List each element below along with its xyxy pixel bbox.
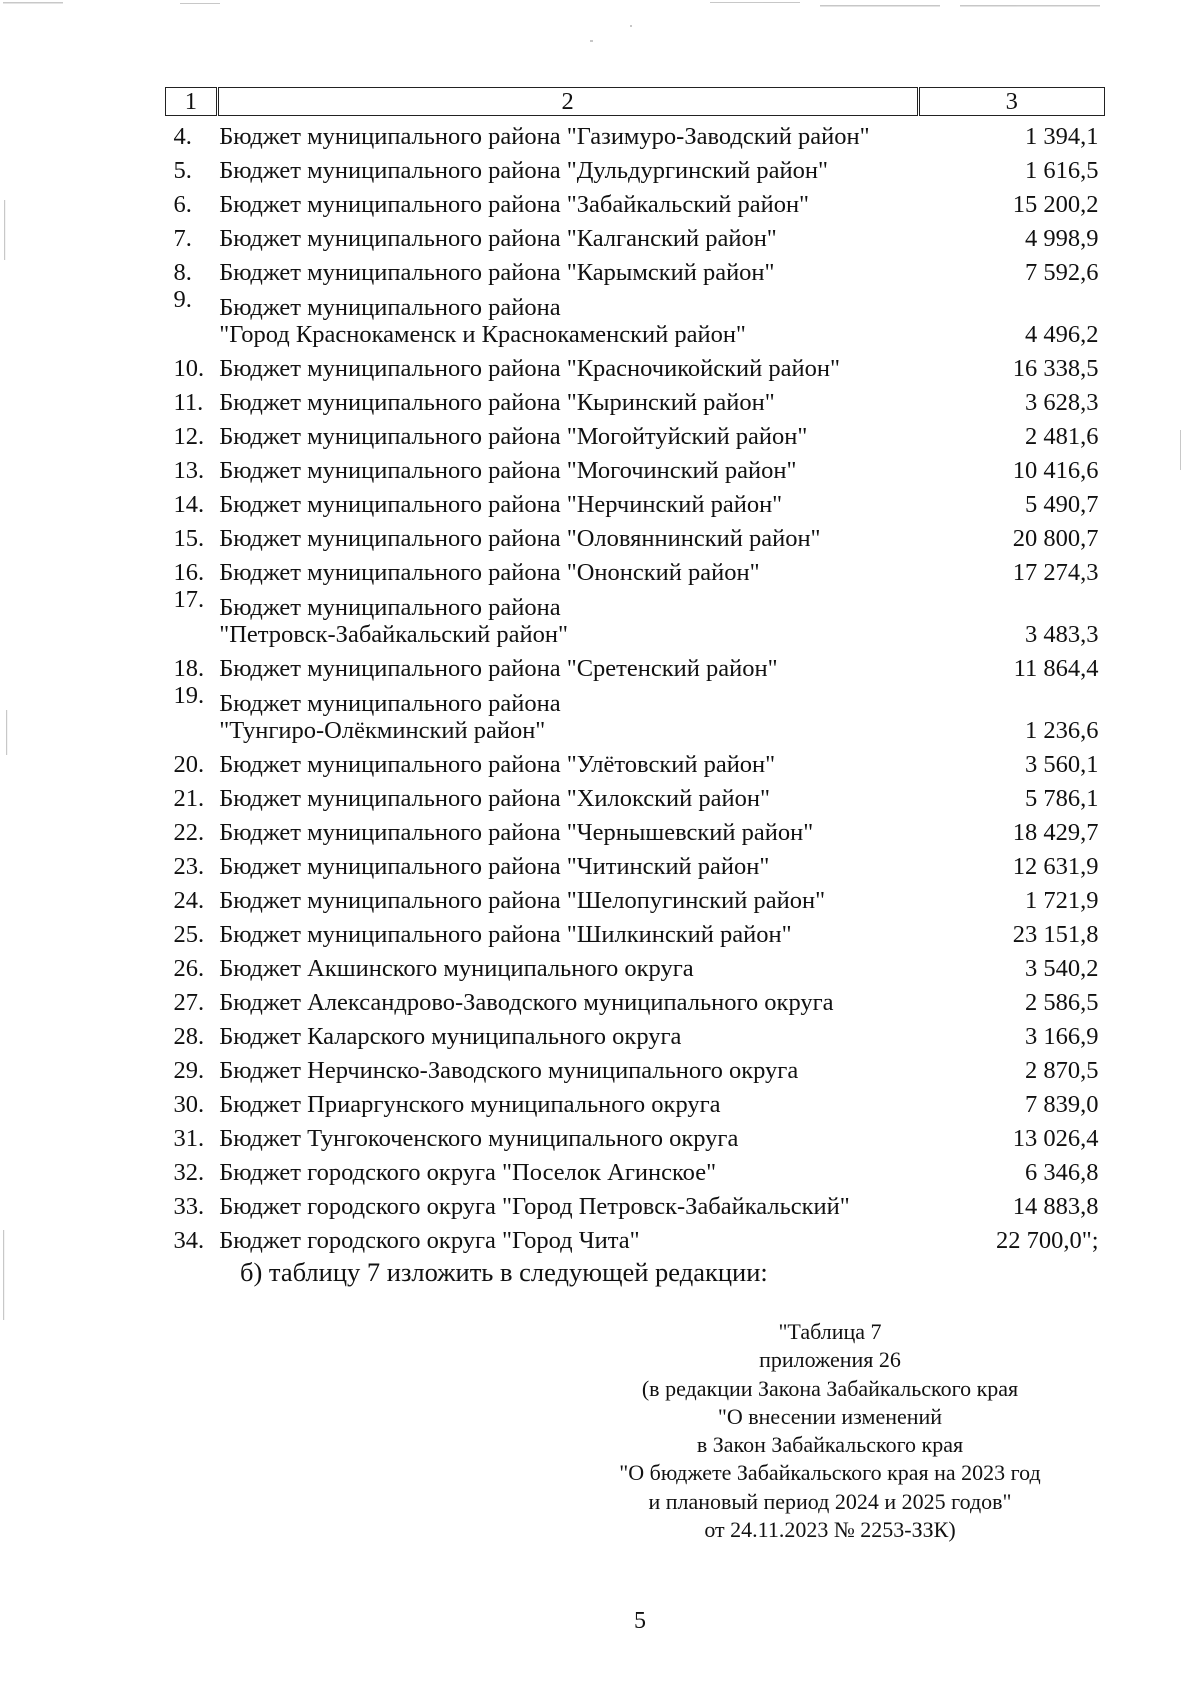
row-number: 24. bbox=[173, 887, 205, 914]
budget-name-line: Бюджет муниципального района "Калганский район" bbox=[219, 225, 777, 252]
table-row bbox=[166, 286, 1105, 348]
row-number: 18. bbox=[173, 655, 205, 682]
budget-name-line: Бюджет муниципального района bbox=[219, 594, 561, 621]
table-header-row bbox=[166, 88, 1105, 116]
budget-name-line: Бюджет Александрово-Заводского муниципального округа bbox=[219, 989, 834, 1016]
budget-amount: 14 883,8 bbox=[1012, 1193, 1099, 1220]
table-row bbox=[166, 450, 1105, 484]
header-col-3: 3 bbox=[918, 88, 1104, 116]
caption-line: в Закон Забайкальского края bbox=[696, 1432, 964, 1458]
budget-name-line: Бюджет муниципального района "Хилокский район" bbox=[219, 785, 771, 812]
budget-name-line: Бюджет муниципального района "Забайкальский район" bbox=[219, 191, 810, 218]
table-row bbox=[166, 880, 1105, 914]
budget-name bbox=[217, 812, 918, 846]
budget-name bbox=[217, 518, 918, 552]
budget-amount: 10 416,6 bbox=[1012, 457, 1099, 484]
row-number: 5. bbox=[173, 157, 192, 184]
row-number: 31. bbox=[173, 1125, 205, 1152]
row-number: 11. bbox=[173, 389, 204, 416]
budget-table bbox=[165, 87, 1105, 1254]
page-number: 5 bbox=[634, 1608, 646, 1634]
budget-name-line: Бюджет муниципального района bbox=[219, 690, 561, 717]
table-row bbox=[166, 1220, 1105, 1254]
row-number: 22. bbox=[173, 819, 205, 846]
budget-name bbox=[217, 1084, 918, 1118]
budget-amount: 20 800,7 bbox=[1012, 525, 1099, 552]
budget-amount: 17 274,3 bbox=[1012, 559, 1099, 586]
row-number: 8. bbox=[173, 259, 192, 286]
budget-name bbox=[217, 1152, 918, 1186]
budget-name-line: Бюджет муниципального района "Шилкинский район" bbox=[219, 921, 792, 948]
table-row bbox=[166, 518, 1105, 552]
budget-name bbox=[217, 382, 918, 416]
budget-amount: 11 864,4 bbox=[1013, 655, 1099, 682]
table-row bbox=[166, 948, 1105, 982]
caption-line: "О бюджете Забайкальского края на 2023 год bbox=[619, 1460, 1041, 1486]
budget-amount: 3 166,9 bbox=[1025, 1023, 1099, 1050]
budget-name bbox=[217, 1186, 918, 1220]
table-row bbox=[166, 812, 1105, 846]
budget-amount: 4 998,9 bbox=[1025, 225, 1099, 252]
caption-line: "Таблица 7 bbox=[778, 1319, 882, 1344]
budget-name-line: "Город Краснокаменск и Краснокаменский район" bbox=[219, 321, 746, 348]
budget-name-line: Бюджет муниципального района "Чернышевский район" bbox=[219, 819, 814, 846]
budget-amount: 3 560,1 bbox=[1025, 751, 1099, 778]
table-row bbox=[166, 552, 1105, 586]
budget-amount: 22 700,0"; bbox=[995, 1227, 1099, 1254]
budget-amount: 1 721,9 bbox=[1025, 887, 1099, 914]
budget-name bbox=[217, 348, 918, 382]
table-row bbox=[166, 914, 1105, 948]
budget-name bbox=[217, 552, 918, 586]
budget-name bbox=[217, 778, 918, 812]
budget-name-line: Бюджет городского округа "Город Петровск-Забайкальский" bbox=[219, 1193, 850, 1220]
row-number: 29. bbox=[173, 1057, 205, 1084]
budget-name bbox=[217, 252, 918, 286]
row-number: 25. bbox=[173, 921, 205, 948]
budget-amount: 1 394,1 bbox=[1025, 123, 1099, 150]
budget-name-line: Бюджет муниципального района "Газимуро-Заводский район" bbox=[219, 123, 870, 150]
header-col-2: 2 bbox=[217, 88, 918, 116]
budget-name-line: Бюджет муниципального района "Карымский район" bbox=[219, 259, 775, 286]
table-row bbox=[166, 218, 1105, 252]
budget-name bbox=[217, 586, 918, 648]
table-row bbox=[166, 484, 1105, 518]
row-number: 26. bbox=[173, 955, 205, 982]
budget-amount: 2 870,5 bbox=[1025, 1057, 1099, 1084]
budget-name bbox=[217, 286, 918, 348]
table-row bbox=[166, 682, 1105, 744]
budget-name-line: Бюджет муниципального района "Нерчинский район" bbox=[219, 491, 783, 518]
table-row bbox=[166, 1118, 1105, 1152]
table-row bbox=[166, 348, 1105, 382]
row-number: 30. bbox=[173, 1091, 205, 1118]
caption-line: приложения 26 bbox=[759, 1347, 901, 1373]
budget-name bbox=[217, 948, 918, 982]
row-number: 12. bbox=[173, 423, 205, 450]
row-number: 15. bbox=[173, 525, 205, 552]
budget-name bbox=[217, 914, 918, 948]
budget-name bbox=[217, 846, 918, 880]
row-number: 14. bbox=[173, 491, 205, 518]
budget-name-line: Бюджет Акшинского муниципального округа bbox=[219, 955, 694, 982]
budget-name-line: Бюджет муниципального района "Могочинский район" bbox=[219, 457, 797, 484]
budget-name-line: Бюджет муниципального района "Улётовский район" bbox=[219, 751, 776, 778]
budget-amount: 1 236,6 bbox=[1025, 717, 1099, 744]
budget-amount: 2 586,5 bbox=[1025, 989, 1099, 1016]
table-row bbox=[166, 116, 1105, 151]
table-row bbox=[166, 982, 1105, 1016]
row-number: 34. bbox=[173, 1227, 205, 1254]
budget-amount: 5 786,1 bbox=[1025, 785, 1099, 812]
budget-name-line: "Тунгиро-Олёкминский район" bbox=[219, 717, 546, 744]
budget-name bbox=[217, 744, 918, 778]
budget-amount: 1 616,5 bbox=[1025, 157, 1099, 184]
budget-name bbox=[217, 416, 918, 450]
budget-name bbox=[217, 1118, 918, 1152]
budget-amount: 2 481,6 bbox=[1025, 423, 1099, 450]
row-number: 33. bbox=[173, 1193, 205, 1220]
table-row bbox=[166, 382, 1105, 416]
caption-line: "О внесении изменений bbox=[717, 1403, 943, 1429]
table-row bbox=[166, 1016, 1105, 1050]
budget-amount: 13 026,4 bbox=[1012, 1125, 1099, 1152]
budget-name-line: Бюджет муниципального района "Шелопугинский район" bbox=[219, 887, 826, 914]
budget-name-line: Бюджет Тунгокоченского муниципального округа bbox=[219, 1125, 739, 1152]
budget-name-line: Бюджет муниципального района "Дульдургинский район" bbox=[219, 157, 828, 184]
row-number: 7. bbox=[173, 225, 192, 252]
budget-amount: 3 483,3 bbox=[1025, 621, 1099, 648]
table-row bbox=[166, 744, 1105, 778]
table-row bbox=[166, 184, 1105, 218]
table-row bbox=[166, 1186, 1105, 1220]
budget-name-line: Бюджет муниципального района "Ононский район" bbox=[219, 559, 760, 586]
budget-amount: 18 429,7 bbox=[1012, 819, 1099, 846]
row-number: 6. bbox=[173, 191, 192, 218]
table-row bbox=[166, 648, 1105, 682]
budget-name-line: "Петровск-Забайкальский район" bbox=[219, 621, 569, 648]
budget-name bbox=[217, 116, 918, 151]
row-number: 28. bbox=[173, 1023, 205, 1050]
row-number: 17. bbox=[173, 586, 205, 613]
table-row bbox=[166, 1152, 1105, 1186]
table-row bbox=[166, 846, 1105, 880]
budget-amount: 7 839,0 bbox=[1025, 1091, 1099, 1118]
table-row bbox=[166, 150, 1105, 184]
budget-amount: 7 592,6 bbox=[1025, 259, 1099, 286]
caption-line: от 24.11.2023 № 2253-ЗЗК) bbox=[704, 1517, 956, 1543]
row-number: 21. bbox=[173, 785, 205, 812]
header-col-1: 1 bbox=[166, 88, 218, 116]
budget-name bbox=[217, 218, 918, 252]
budget-name bbox=[217, 1016, 918, 1050]
table-row bbox=[166, 1050, 1105, 1084]
row-number: 13. bbox=[173, 457, 205, 484]
budget-name bbox=[217, 184, 918, 218]
budget-amount: 4 496,2 bbox=[1025, 321, 1099, 348]
budget-amount: 5 490,7 bbox=[1025, 491, 1099, 518]
budget-name-line: Бюджет муниципального района "Читинский район" bbox=[219, 853, 770, 880]
budget-name-line: Бюджет муниципального района "Оловяннинский район" bbox=[219, 525, 821, 552]
budget-name-line: Бюджет Каларского муниципального округа bbox=[219, 1023, 682, 1050]
budget-amount: 3 540,2 bbox=[1025, 955, 1099, 982]
caption-line: и плановый период 2024 и 2025 годов" bbox=[648, 1488, 1012, 1514]
budget-name-line: Бюджет Приаргунского муниципального округа bbox=[219, 1091, 721, 1118]
budget-amount: 12 631,9 bbox=[1012, 853, 1099, 880]
table-row bbox=[166, 1084, 1105, 1118]
budget-name bbox=[217, 1050, 918, 1084]
row-number: 9. bbox=[173, 286, 192, 313]
budget-amount: 15 200,2 bbox=[1012, 191, 1099, 218]
caption-line: (в редакции Закона Забайкальского края bbox=[641, 1375, 1019, 1401]
row-number: 16. bbox=[173, 559, 205, 586]
budget-name bbox=[217, 880, 918, 914]
row-number: 19. bbox=[173, 682, 205, 709]
budget-name-line: Бюджет муниципального района "Кыринский район" bbox=[219, 389, 775, 416]
budget-name-line: Бюджет муниципального района "Сретенский район" bbox=[219, 655, 778, 682]
budget-name bbox=[217, 150, 918, 184]
budget-name-line: Бюджет Нерчинско-Заводского муниципального округа bbox=[219, 1057, 799, 1084]
budget-name bbox=[217, 648, 918, 682]
instruction-text: б) таблицу 7 изложить в следующей редакции: bbox=[240, 1257, 768, 1287]
table-row bbox=[166, 416, 1105, 450]
row-number: 20. bbox=[173, 751, 205, 778]
budget-name-line: Бюджет муниципального района bbox=[219, 294, 561, 321]
table-row bbox=[166, 778, 1105, 812]
budget-name-line: Бюджет городского округа "Город Чита" bbox=[219, 1227, 640, 1254]
budget-name-line: Бюджет муниципального района "Могойтуйский район" bbox=[219, 423, 808, 450]
table-caption bbox=[560, 1318, 1100, 1544]
table-row bbox=[166, 586, 1105, 648]
row-number: 32. bbox=[173, 1159, 205, 1186]
row-number: 27. bbox=[173, 989, 205, 1016]
budget-amount: 6 346,8 bbox=[1025, 1159, 1099, 1186]
table-row bbox=[166, 252, 1105, 286]
budget-name-line: Бюджет городского округа "Поселок Агинское" bbox=[219, 1159, 717, 1186]
budget-name bbox=[217, 682, 918, 744]
budget-name bbox=[217, 450, 918, 484]
budget-name bbox=[217, 1220, 918, 1254]
table-body bbox=[166, 88, 1105, 1255]
budget-name bbox=[217, 484, 918, 518]
budget-amount: 3 628,3 bbox=[1025, 389, 1099, 416]
row-number: 10. bbox=[173, 355, 205, 382]
row-number: 4. bbox=[173, 123, 192, 150]
row-number: 23. bbox=[173, 853, 205, 880]
budget-amount: 23 151,8 bbox=[1012, 921, 1099, 948]
budget-name bbox=[217, 982, 918, 1016]
budget-name-line: Бюджет муниципального района "Красночикойский район" bbox=[219, 355, 840, 382]
budget-amount: 16 338,5 bbox=[1012, 355, 1099, 382]
